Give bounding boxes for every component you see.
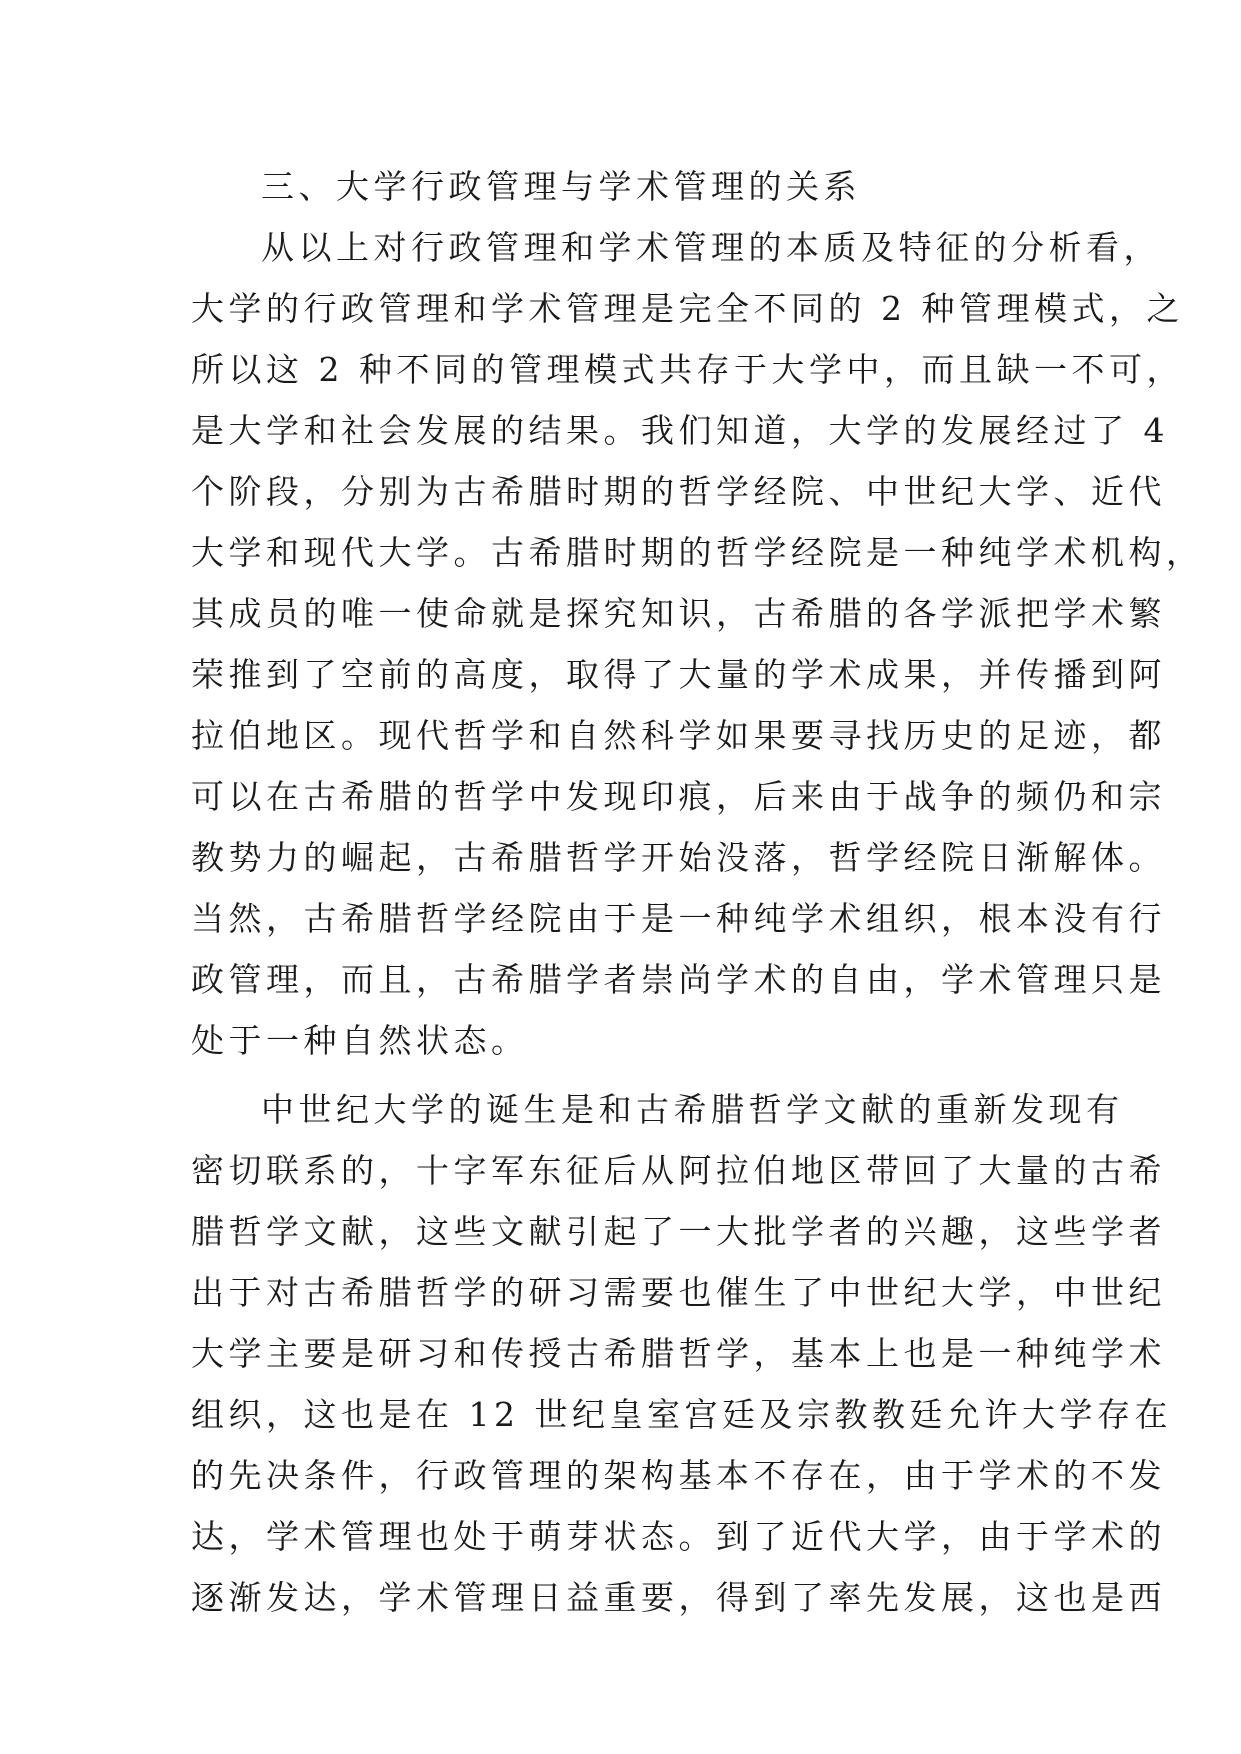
paragraph-line: 荣推到了空前的高度，取得了大量的学术成果，并传播到阿 xyxy=(191,655,1166,694)
section-heading: 三、大学行政管理与学术管理的关系 xyxy=(261,167,861,206)
paragraph-line: 政管理，而且，古希腊学者崇尚学术的自由，学术管理只是 xyxy=(191,960,1166,999)
paragraph-line: 其成员的唯一使命就是探究知识，古希腊的各学派把学术繁 xyxy=(191,594,1166,633)
paragraph-line: 教势力的崛起，古希腊哲学开始没落，哲学经院日渐解体。 xyxy=(191,838,1166,877)
paragraph-line: 大学主要是研习和传授古希腊哲学，基本上也是一种纯学术 xyxy=(191,1334,1166,1373)
paragraph-line: 是大学和社会发展的结果。我们知道，大学的发展经过了 4 xyxy=(191,411,1169,450)
document-body xyxy=(191,156,1204,1628)
paragraph-line: 所以这 2 种不同的管理模式共存于大学中，而且缺一不可， xyxy=(191,350,1184,389)
paragraph-line: 从以上对行政管理和学术管理的本质及特征的分析看， xyxy=(261,228,1161,267)
paragraph-line: 逐渐发达，学术管理日益重要，得到了率先发展，这也是西 xyxy=(191,1578,1166,1617)
paragraph-1 xyxy=(191,217,1204,1071)
paragraph-line: 达，学术管理也处于萌芽状态。到了近代大学，由于学术的 xyxy=(191,1517,1166,1556)
paragraph-line: 的先决条件，行政管理的架构基本不存在，由于学术的不发 xyxy=(191,1456,1166,1495)
paragraph-line: 个阶段，分别为古希腊时期的哲学经院、中世纪大学、近代 xyxy=(191,472,1166,511)
paragraph-line: 中世纪大学的诞生是和古希腊哲学文献的重新发现有 xyxy=(261,1090,1124,1129)
paragraph-line: 大学和现代大学。古希腊时期的哲学经院是一种纯学术机构， xyxy=(191,533,1204,572)
paragraph-line: 当然，古希腊哲学经院由于是一种纯学术组织，根本没有行 xyxy=(191,899,1166,938)
paragraph-spacing xyxy=(191,1071,1055,1079)
paragraph-line: 处于一种自然状态。 xyxy=(191,1021,529,1060)
paragraph-line: 拉伯地区。现代哲学和自然科学如果要寻找历史的足迹，都 xyxy=(191,716,1166,755)
paragraph-line: 密切联系的，十字军东征后从阿拉伯地区带回了大量的古希 xyxy=(191,1151,1166,1190)
paragraph-line: 腊哲学文献，这些文献引起了一大批学者的兴趣，这些学者 xyxy=(191,1212,1166,1251)
paragraph-line: 可以在古希腊的哲学中发现印痕，后来由于战争的频仍和宗 xyxy=(191,777,1166,816)
paragraph-2 xyxy=(191,1079,1172,1628)
paragraph-line: 大学的行政管理和学术管理是完全不同的 2 种管理模式，之 xyxy=(191,289,1184,328)
paragraph-line: 出于对古希腊哲学的研习需要也催生了中世纪大学，中世纪 xyxy=(191,1273,1166,1312)
paragraph-line: 组织，这也是在 12 世纪皇室宫廷及宗教教廷允许大学存在 xyxy=(191,1395,1172,1434)
